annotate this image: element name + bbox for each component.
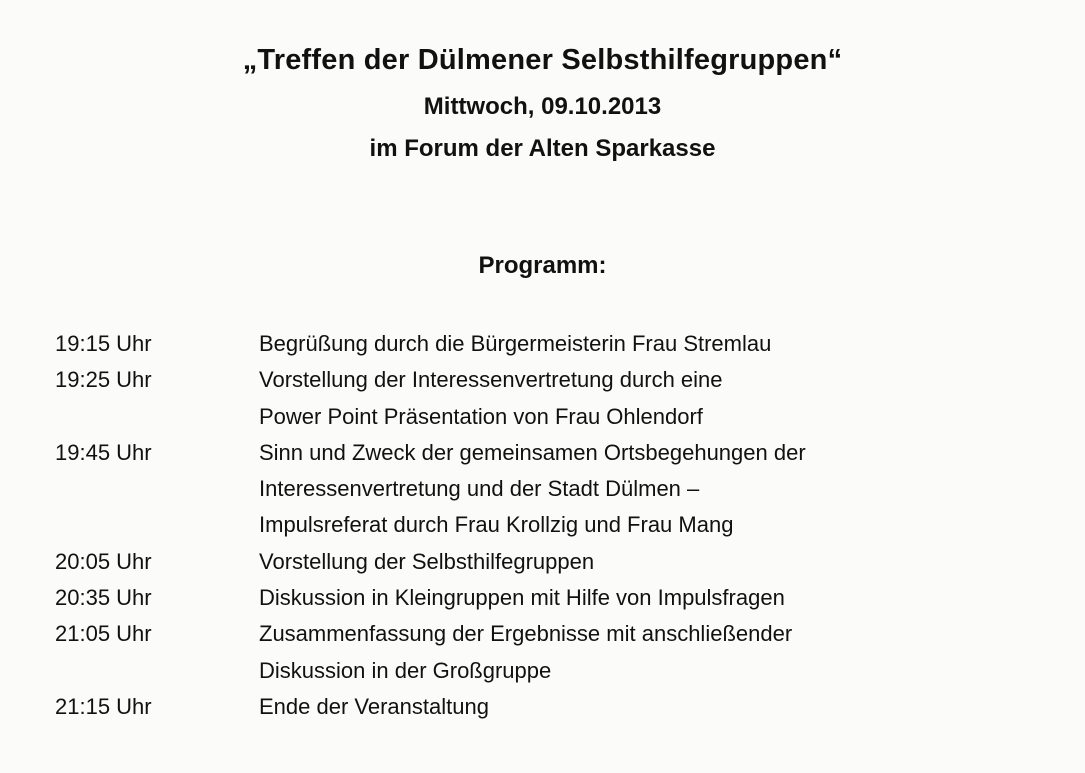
agenda-time: 21:05 Uhr <box>55 621 152 647</box>
agenda-description-line: Sinn und Zweck der gemeinsamen Ortsbegehungen der <box>259 439 806 465</box>
agenda-description <box>259 326 1055 362</box>
agenda-description <box>259 435 1055 544</box>
agenda-description <box>259 362 1055 435</box>
agenda-item <box>55 616 1055 689</box>
agenda-description <box>259 544 1055 580</box>
event-date: Mittwoch, 09.10.2013 <box>423 93 662 120</box>
agenda-item <box>55 580 1055 616</box>
agenda-time: 20:05 Uhr <box>55 548 152 574</box>
agenda-description-line: Begrüßung durch die Bürgermeisterin Frau Stremlau <box>259 331 772 356</box>
agenda-item <box>55 544 1055 580</box>
agenda-description-line: Ende der Veranstaltung <box>259 693 489 719</box>
event-venue: im Forum der Alten Sparkasse <box>369 135 716 162</box>
agenda-time: 19:15 Uhr <box>55 331 152 356</box>
agenda-description-line: Vorstellung der Selbsthilfegruppen <box>259 548 595 574</box>
agenda-description-line: Vorstellung der Interessenvertretung durch eine <box>259 367 723 393</box>
agenda-item <box>55 362 1055 435</box>
agenda-item <box>55 689 1055 725</box>
agenda-time: 21:15 Uhr <box>55 693 152 719</box>
agenda-description-line: Impulsreferat durch Frau Krollzig und Frau Mang <box>259 512 734 538</box>
agenda-time: 20:35 Uhr <box>55 585 152 611</box>
agenda-description <box>259 580 1055 616</box>
agenda-description-line: Power Point Präsentation von Frau Ohlendorf <box>259 403 703 429</box>
agenda-description-line: Interessenvertretung und der Stadt Dülmen – <box>259 476 700 502</box>
agenda-description <box>259 616 1055 689</box>
document-title: „Treffen der Dülmener Selbsthilfegruppen“ <box>242 44 843 76</box>
agenda-item <box>55 435 1055 544</box>
program-heading: Programm: <box>478 252 607 279</box>
agenda-description-line: Diskussion in der Großgruppe <box>259 657 552 683</box>
agenda-description-line: Zusammenfassung der Ergebnisse mit anschließender <box>259 621 793 647</box>
agenda-description-line: Diskussion in Kleingruppen mit Hilfe von Impulsfragen <box>259 585 785 611</box>
agenda-item <box>55 326 1055 362</box>
agenda-time: 19:45 Uhr <box>55 439 152 465</box>
agenda-description <box>259 689 1055 725</box>
agenda-time: 19:25 Uhr <box>55 367 152 393</box>
agenda-list <box>55 326 1055 725</box>
